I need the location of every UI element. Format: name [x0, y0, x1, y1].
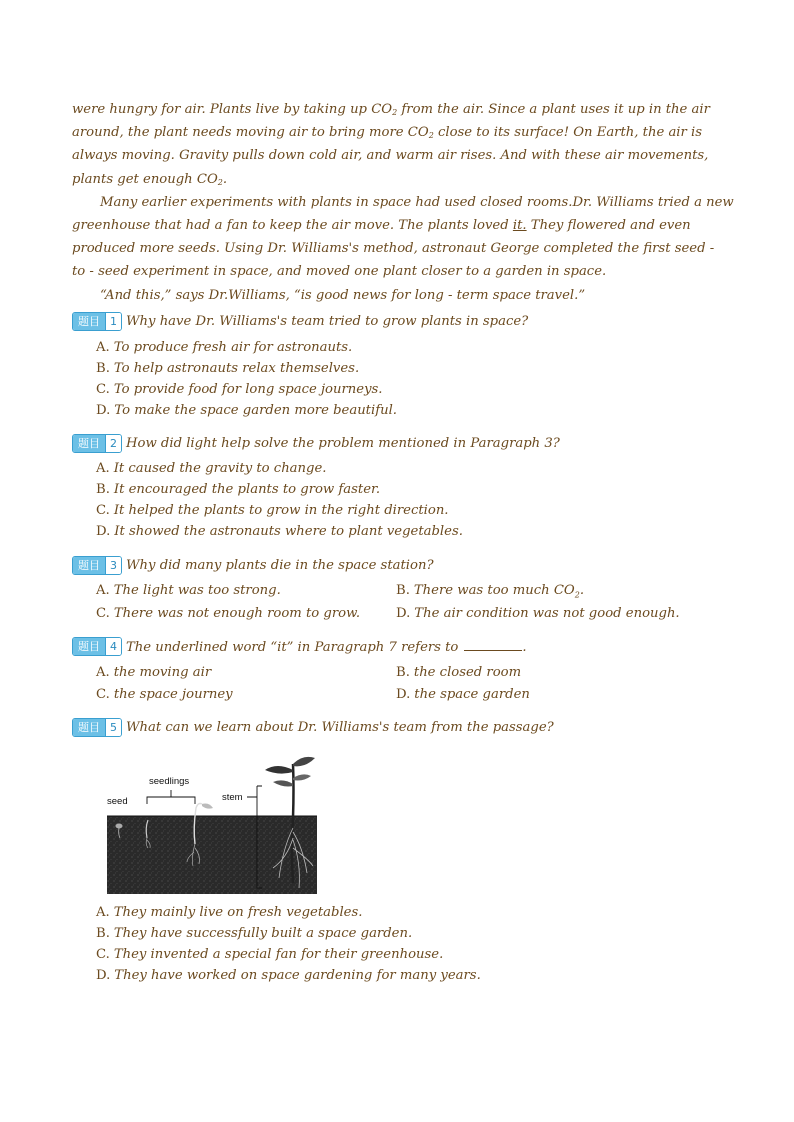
- passage-line: were hungry for air. Plants live by taking up $CO_2$ from the air. Since a plant uses it up in the air: [72, 102, 710, 117]
- option-d[interactable]: D. the space garden: [396, 687, 530, 702]
- label-seedlings: seedlings: [149, 776, 190, 787]
- question-text: The underlined word “it” in Paragraph 7 refers to .: [126, 639, 527, 655]
- option-b[interactable]: B. They have successfully built a space garden.: [96, 926, 413, 941]
- question-2-header: [72, 433, 560, 453]
- option-c[interactable]: C. There was not enough room to grow.: [96, 606, 361, 621]
- option-b[interactable]: B. There was too much $CO_2$.: [396, 583, 585, 600]
- option-b[interactable]: B. To help astronauts relax themselves.: [96, 361, 360, 376]
- plant-growth-figure: [107, 748, 317, 894]
- plant-diagram: [107, 748, 317, 894]
- passage-line: greenhouse that had a fan to keep the air move. The plants loved it. They flowered and even: [72, 217, 691, 233]
- question-5-header: [72, 717, 554, 737]
- option-d[interactable]: D. The air condition was not good enough.: [396, 606, 680, 621]
- option-d[interactable]: D. To make the space garden more beautiful.: [96, 403, 397, 418]
- option-a[interactable]: A. The light was too strong.: [96, 583, 281, 598]
- option-c[interactable]: C. They invented a special fan for their greenhouse.: [96, 947, 444, 962]
- passage-line: always moving. Gravity pulls down cold air, and warm air rises. And with these air movements,: [72, 148, 709, 164]
- option-b[interactable]: B. the closed room: [396, 665, 522, 680]
- option-a[interactable]: A. It caused the gravity to change.: [96, 461, 327, 476]
- question-tag: 题目 4: [72, 637, 122, 656]
- question-3-header: [72, 555, 434, 575]
- option-d[interactable]: D. It showed the astronauts where to plant vegetables.: [96, 524, 463, 539]
- question-1-header: [72, 311, 528, 331]
- seedlings-bracket: [147, 790, 195, 804]
- label-stem: stem: [222, 792, 243, 803]
- question-text: How did light help solve the problem mentioned in Paragraph 3?: [126, 435, 560, 451]
- question-text: Why have Dr. Williams's team tried to grow plants in space?: [126, 313, 529, 329]
- question-tag: 题目 3: [72, 556, 122, 575]
- question-text: What can we learn about Dr. Williams's team from the passage?: [126, 719, 554, 735]
- label-seed: seed: [107, 796, 128, 807]
- option-d[interactable]: D. They have worked on space gardening for many years.: [96, 968, 481, 983]
- passage-line: Many earlier experiments with plants in space had used closed rooms.Dr. Williams tried a new: [100, 194, 734, 210]
- passage-line: plants get enough $CO_2$.: [72, 171, 228, 187]
- passage-line: “And this,” says Dr.Williams, “is good news for long - term space travel.”: [100, 287, 586, 303]
- underlined-word: it.: [512, 217, 527, 233]
- option-a[interactable]: A. They mainly live on fresh vegetables.: [96, 905, 363, 920]
- option-a[interactable]: A. To produce fresh air for astronauts.: [96, 340, 353, 355]
- question-4-header: [72, 636, 527, 656]
- tall-plant: [292, 764, 294, 883]
- option-a[interactable]: A. the moving air: [96, 665, 212, 680]
- question-text: Why did many plants die in the space station?: [126, 557, 434, 573]
- question-tag: 题目 1: [72, 312, 122, 331]
- passage-line: around, the plant needs moving air to bring more $CO_2$ close to its surface! On Earth, the air is: [72, 125, 703, 141]
- question-tag: 题目 2: [72, 434, 122, 453]
- option-c[interactable]: C. It helped the plants to grow in the right direction.: [96, 503, 449, 518]
- passage-line: produced more seeds. Using Dr. Williams's method, astronaut George completed the first seed -: [72, 241, 715, 257]
- passage-line: to - seed experiment in space, and moved one plant closer to a garden in space.: [72, 264, 607, 280]
- answer-blank: [464, 638, 522, 651]
- option-b[interactable]: B. It encouraged the plants to grow faster.: [96, 482, 381, 497]
- option-c[interactable]: C. the space journey: [96, 687, 233, 702]
- reading-passage: [72, 98, 732, 307]
- seed: [116, 824, 123, 829]
- question-tag: 题目 5: [72, 718, 122, 737]
- option-c[interactable]: C. To provide food for long space journeys.: [96, 382, 383, 397]
